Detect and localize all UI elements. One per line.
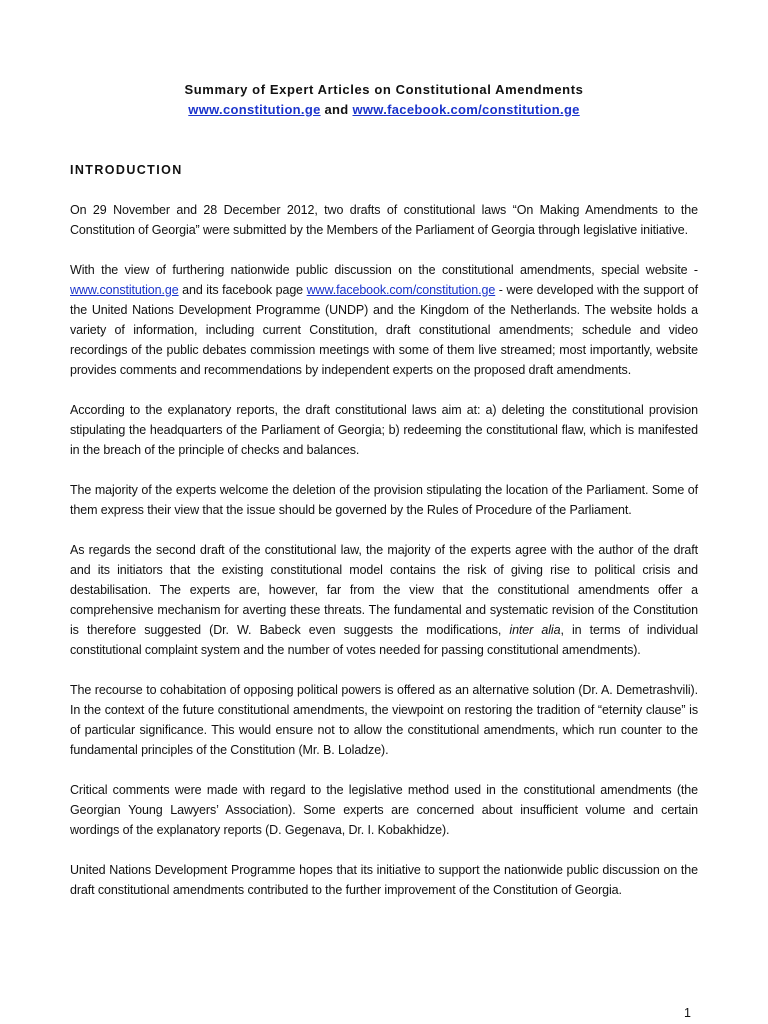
facebook-link[interactable]: www.facebook.com/constitution.ge (352, 102, 580, 117)
paragraph-5-text-b: , in terms of individual constitutional complaint system and the number of votes needed for passing constitutional amendments). (70, 623, 698, 657)
link-joiner: and (324, 102, 349, 117)
paragraph-2-text-a: With the view of furthering nationwide public discussion on the constitutional amendments, special website - (70, 263, 698, 277)
paragraph-5 (70, 540, 698, 660)
paragraph-5-italic: inter alia (509, 623, 561, 637)
inline-facebook-link[interactable]: www.facebook.com/constitution.ge (306, 283, 496, 297)
paragraph-1: On 29 November and 28 December 2012, two drafts of constitutional laws “On Making Amendments to the Constitution of Georgia” were submitted by the Members of the Parliament of Georgia through legislative initiative. (70, 203, 698, 237)
inline-constitution-link[interactable]: www.constitution.ge (70, 283, 179, 297)
paragraph-7: Critical comments were made with regard to the legislative method used in the constitutional amendments (the Georgian Young Lawyers’ Association). Some experts are concerned about insufficient volume and certain wordings of the explanatory reports (D. Gegenava, Dr. I. Kobakhidze). (70, 783, 698, 837)
paragraph-5-text-a: As regards the second draft of the constitutional law, the majority of the experts agree with the author of the draft and its initiators that the existing constitutional model contains the risk of giving rise to political crisis and destabilisation. The experts are, however, far from the view that the constitutional amendments offer a comprehensive mechanism for averting these threats. The fundamental and systematic revision of the Constitution is therefore suggested (Dr. W. Babeck even suggests the modifications, (70, 543, 698, 637)
title-block (0, 80, 768, 120)
paragraph-4: The majority of the experts welcome the deletion of the provision stipulating the location of the Parliament. Some of them express their view that the issue should be governed by the Rules of Procedure of the Parliament. (70, 483, 698, 517)
paragraph-3: According to the explanatory reports, the draft constitutional laws aim at: a) deleting the constitutional provision stipulating the headquarters of the Parliament of Georgia; b) redeeming the constitutional flaw, which is manifested in the breach of the principle of checks and balances. (70, 403, 698, 457)
body-text (70, 200, 698, 920)
section-heading: INTRODUCTION (70, 163, 183, 177)
page-number: 1 (684, 1006, 691, 1020)
paragraph-2-text-c: - were developed with the support of the United Nations Development Programme (UNDP) and the Kingdom of the Netherlands. The website holds a variety of information, including current Constitution, draft constitutional amendments; schedule and video recordings of the public debates commission meetings with some of them live streamed; most importantly, website provides comments and recommendations by independent experts on the proposed draft amendments. (70, 283, 698, 377)
title-links (0, 100, 768, 120)
paragraph-8: United Nations Development Programme hopes that its initiative to support the nationwide public discussion on the draft constitutional amendments contributed to the further improvement of the Constitution of Georgia. (70, 863, 698, 897)
paragraph-2-text-b: and its facebook page (178, 283, 307, 297)
paragraph-6: The recourse to cohabitation of opposing political powers is offered as an alternative solution (Dr. A. Demetrashvili). In the context of the future constitutional amendments, the viewpoint on restoring the tradition of “eternity clause” is of particular significance. This would ensure not to allow the constitutional amendments, which run counter to the fundamental principles of the Constitution (Mr. B. Loladze). (70, 683, 698, 757)
paragraph-2 (70, 260, 698, 380)
document-title: Summary of Expert Articles on Constitutional Amendments (184, 82, 584, 97)
constitution-link[interactable]: www.constitution.ge (188, 102, 321, 117)
